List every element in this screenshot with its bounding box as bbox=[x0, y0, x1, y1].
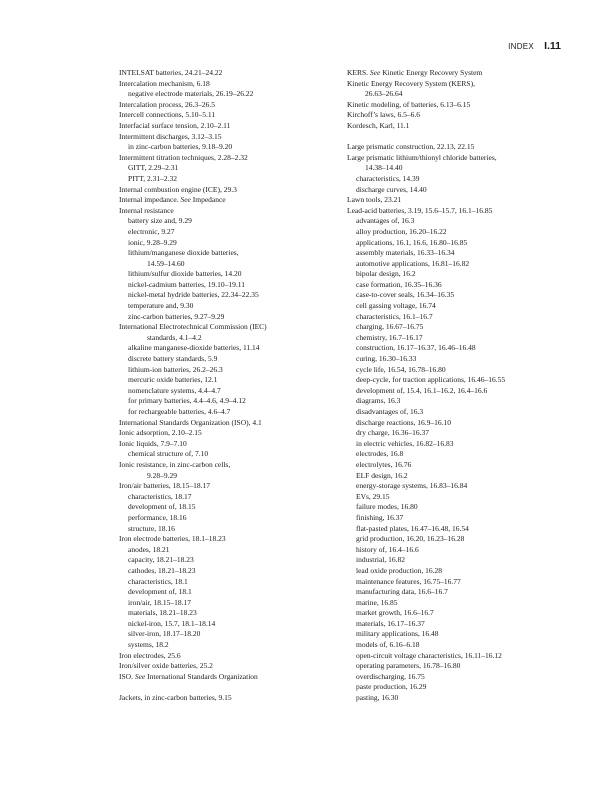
index-entry: Ionic resistance, in zinc-carbon cells, bbox=[119, 459, 231, 469]
index-entry: Intercalation mechanism, 6.18 bbox=[119, 78, 210, 88]
index-entry: International Standards Organization (ISO), 4.1 bbox=[119, 417, 262, 427]
index-entry: Iron electrodes, 25.6 bbox=[119, 650, 181, 660]
index-subentry: curing, 16.30–16.33 bbox=[356, 354, 417, 364]
index-subentry: maintenance features, 16.75–16.77 bbox=[356, 576, 461, 586]
index-entry: Kinetic modeling, of batteries, 6.13–6.15 bbox=[347, 99, 471, 109]
index-subentry: battery size and, 9.29 bbox=[128, 216, 192, 226]
index-entry: Lawn tools, 23.21 bbox=[347, 195, 402, 205]
index-subentry: discharge curves, 14.40 bbox=[356, 184, 427, 194]
index-entry: Internal combustion engine (ICE), 29.3 bbox=[119, 184, 237, 194]
index-entry: Kinetic Energy Recovery System (KERS), bbox=[347, 78, 475, 88]
index-subentry: lithium/sulfur dioxide batteries, 14.20 bbox=[128, 269, 242, 279]
index-entry: Intermittent discharges, 3.12–3.15 bbox=[119, 131, 222, 141]
index-subentry: characteristics, 18.1 bbox=[128, 576, 188, 586]
index-subentry: anodes, 18.21 bbox=[128, 544, 170, 554]
index-subentry: disadvantages of, 16.3 bbox=[356, 407, 424, 416]
index-subentry: ionic, 9.28–9.29 bbox=[128, 237, 177, 247]
index-subentry: overdischarging, 16.75 bbox=[356, 671, 425, 681]
index-entry: Iron/silver oxide batteries, 25.2 bbox=[119, 661, 213, 671]
index-entry: Iron electrode batteries, 18.1–18.23 bbox=[119, 534, 226, 544]
index-subentry: electrodes, 16.8 bbox=[356, 449, 404, 459]
index-subentry: failure modes, 16.80 bbox=[356, 502, 418, 512]
index-entry: Internal impedance. See Impedance bbox=[119, 195, 226, 205]
index-subentry: paste production, 16.29 bbox=[356, 682, 427, 692]
index-subentry: development of, 18.1 bbox=[128, 587, 192, 597]
index-subentry: open-circuit voltage characteristics, 16.11–16.12 bbox=[356, 650, 502, 660]
index-entry: Lead-acid batteries, 3.19, 15.6–15.7, 16.1–16.85 bbox=[347, 205, 493, 215]
index-subentry: lead oxide production, 16.28 bbox=[356, 565, 443, 575]
index-entry-continuation: 14.59–14.60 bbox=[147, 258, 185, 268]
index-entry: Internal resistance bbox=[119, 205, 174, 215]
index-entry-continuation: 9.28–9.29 bbox=[147, 470, 177, 480]
index-subentry: development of, 18.15 bbox=[128, 502, 196, 512]
index-subentry: for rechargeable batteries, 4.6–4.7 bbox=[128, 407, 231, 416]
index-subentry: structure, 18.16 bbox=[128, 523, 175, 533]
index-subentry: charging, 16.67–16.75 bbox=[356, 322, 424, 332]
index-subentry: pasting, 16.30 bbox=[356, 693, 399, 703]
index-subentry: EVs, 29.15 bbox=[356, 491, 390, 501]
index-subentry: zinc-carbon batteries, 9.27–9.29 bbox=[128, 311, 225, 321]
index-column-left bbox=[119, 68, 334, 704]
index-subentry: case-to-cover seals, 16.34–16.35 bbox=[356, 290, 455, 300]
index-subentry: alkaline manganese-dioxide batteries, 11.14 bbox=[128, 343, 260, 353]
index-entry-continuation: 14.38–14.40 bbox=[365, 163, 403, 173]
index-entry: Iron/air batteries, 18.15–18.17 bbox=[119, 481, 211, 491]
index-entry: Ionic adsorption, 2.10–2.15 bbox=[119, 428, 202, 438]
index-subentry: development of, 15.4, 16.1–16.2, 16.4–16.6 bbox=[356, 385, 488, 395]
index-subentry: assembly materials, 16.33–16.34 bbox=[356, 248, 455, 258]
index-subentry: for primary batteries, 4.4–4.6, 4.9–4.12 bbox=[128, 396, 246, 406]
index-subentry: military applications, 16.48 bbox=[356, 629, 439, 639]
index-subentry: nomenclature systems, 4.4–4.7 bbox=[128, 385, 221, 395]
index-entry: Kirchoff’s laws, 6.5–6.6 bbox=[347, 110, 420, 120]
index-entry: Intermittent titration techniques, 2.28–2.32 bbox=[119, 152, 248, 162]
index-entry: Interfacial surface tension, 2.10–2.11 bbox=[119, 120, 231, 130]
index-entry: International Electrotechnical Commission (IEC) bbox=[119, 322, 267, 332]
index-subentry: lithium/manganese dioxide batteries, bbox=[128, 248, 239, 258]
index-entry-continuation: standards, 4.1–4.2 bbox=[147, 332, 202, 342]
index-subentry: cycle life, 16.54, 16.78–16.80 bbox=[356, 364, 446, 374]
index-subentry: PITT, 2.31–2.32 bbox=[128, 173, 178, 183]
index-subentry: in electric vehicles, 16.82–16.83 bbox=[356, 438, 454, 448]
index-subentry: finishing, 16.37 bbox=[356, 512, 404, 522]
index-entry: Intercalation process, 26.3–26.5 bbox=[119, 99, 216, 109]
index-subentry: alloy production, 16.20–16.22 bbox=[356, 226, 447, 236]
index-subentry: history of, 16.4–16.6 bbox=[356, 544, 419, 554]
index-subentry: flat-pasted plates, 16.47–16.48, 16.54 bbox=[356, 523, 469, 533]
index-subentry: manufacturing data, 16.6–16.7 bbox=[356, 587, 448, 597]
header-label: INDEX bbox=[508, 42, 535, 51]
index-column-right bbox=[347, 68, 572, 704]
index-subentry: electrolytes, 16.76 bbox=[356, 459, 412, 469]
index-subentry: nickel-iron, 15.7, 18.1–18.14 bbox=[128, 618, 216, 628]
index-subentry: materials, 18.21–18.23 bbox=[128, 608, 197, 618]
index-subentry: electronic, 9.27 bbox=[128, 226, 175, 236]
index-subentry: negative electrode materials, 26.19–26.22 bbox=[128, 89, 254, 99]
index-entry: Ionic liquids, 7.9–7.10 bbox=[119, 438, 187, 448]
index-subentry: characteristics, 14.39 bbox=[356, 173, 420, 183]
index-entry: INTELSAT batteries, 24.21–24.22 bbox=[119, 68, 223, 77]
index-subentry: nickel-metal hydride batteries, 22.34–22.35 bbox=[128, 290, 259, 300]
index-subentry: in zinc-carbon batteries, 9.18–9.20 bbox=[128, 142, 233, 152]
index-subentry: case formation, 16.35–16.36 bbox=[356, 279, 442, 289]
index-subentry: nickel-cadmium batteries, 19.10–19.11 bbox=[128, 279, 245, 289]
letter-gap bbox=[119, 682, 334, 693]
index-subentry: automotive applications, 16.81–16.82 bbox=[356, 258, 470, 268]
index-subentry: advantages of, 16.3 bbox=[356, 216, 415, 226]
index-subentry: diagrams, 16.3 bbox=[356, 396, 401, 406]
index-subentry: chemistry, 16.7–16.17 bbox=[356, 332, 423, 342]
page-number: I.11 bbox=[544, 40, 561, 52]
index-subentry: mercuric oxide batteries, 12.1 bbox=[128, 375, 218, 385]
index-subentry: iron/air, 18.15–18.17 bbox=[128, 597, 192, 607]
index-subentry: temperature and, 9.30 bbox=[128, 301, 194, 311]
index-subentry: discrete battery standards, 5.9 bbox=[128, 354, 218, 364]
index-subentry: performance, 18.16 bbox=[128, 512, 187, 522]
index-subentry: construction, 16.17–16.37, 16.46–16.48 bbox=[356, 343, 476, 353]
index-entry: ISO. See International Standards Organization bbox=[119, 671, 258, 681]
index-subentry: discharge reactions, 16.9–16.10 bbox=[356, 417, 452, 427]
index-entry: Large prismatic construction, 22.13, 22.15 bbox=[347, 142, 475, 152]
letter-gap bbox=[347, 132, 572, 143]
index-subentry: chemical structure of, 7.10 bbox=[128, 449, 209, 459]
index-entry: Jackets, in zinc-carbon batteries, 9.15 bbox=[119, 693, 232, 703]
index-entry: Large prismatic lithium/thionyl chloride batteries, bbox=[347, 152, 497, 162]
index-subentry: industrial, 16.82 bbox=[356, 555, 405, 565]
index-subentry: materials, 16.17–16.37 bbox=[356, 618, 425, 628]
index-subentry: market growth, 16.6–16.7 bbox=[356, 608, 434, 618]
index-subentry: models of, 6.16–6.18 bbox=[356, 640, 420, 650]
index-subentry: cell gassing voltage, 16.74 bbox=[356, 301, 436, 311]
index-subentry: cathodes, 18.21–18.23 bbox=[128, 565, 196, 575]
index-subentry: grid production, 16.20, 16.23–16.28 bbox=[356, 534, 465, 544]
index-subentry: energy-storage systems, 16.83–16.84 bbox=[356, 481, 468, 491]
index-entry: KERS. See Kinetic Energy Recovery System bbox=[347, 68, 483, 77]
index-subentry: silver-iron, 18.17–18.20 bbox=[128, 629, 201, 639]
index-subentry: characteristics, 16.1–16.7 bbox=[356, 311, 433, 321]
index-subentry: lithium-ion batteries, 26.2–26.3 bbox=[128, 364, 223, 374]
index-subentry: dry charge, 16.36–16.37 bbox=[356, 428, 429, 438]
index-subentry: operating parameters, 16.78–16.80 bbox=[356, 661, 461, 671]
index-subentry: applications, 16.1, 16.6, 16.80–16.85 bbox=[356, 237, 468, 247]
index-entry: Intercell connections, 5.10–5.11 bbox=[119, 110, 216, 120]
index-subentry: ELF design, 16.2 bbox=[356, 470, 408, 480]
index-subentry: deep-cycle, for traction applications, 16.46–16.55 bbox=[356, 375, 506, 385]
index-subentry: capacity, 18.21–18.23 bbox=[128, 555, 194, 565]
index-subentry: marine, 16.85 bbox=[356, 597, 398, 607]
index-entry-continuation: 26.63–26.64 bbox=[365, 89, 403, 99]
index-entry: Kordesch, Karl, 11.1 bbox=[347, 120, 410, 130]
index-subentry: GITT, 2.29–2.31 bbox=[128, 163, 179, 173]
running-header bbox=[508, 40, 561, 54]
index-subentry: bipolar design, 16.2 bbox=[356, 269, 416, 279]
index-subentry: characteristics, 18.17 bbox=[128, 491, 192, 501]
index-subentry: systems, 18.2 bbox=[128, 640, 169, 650]
